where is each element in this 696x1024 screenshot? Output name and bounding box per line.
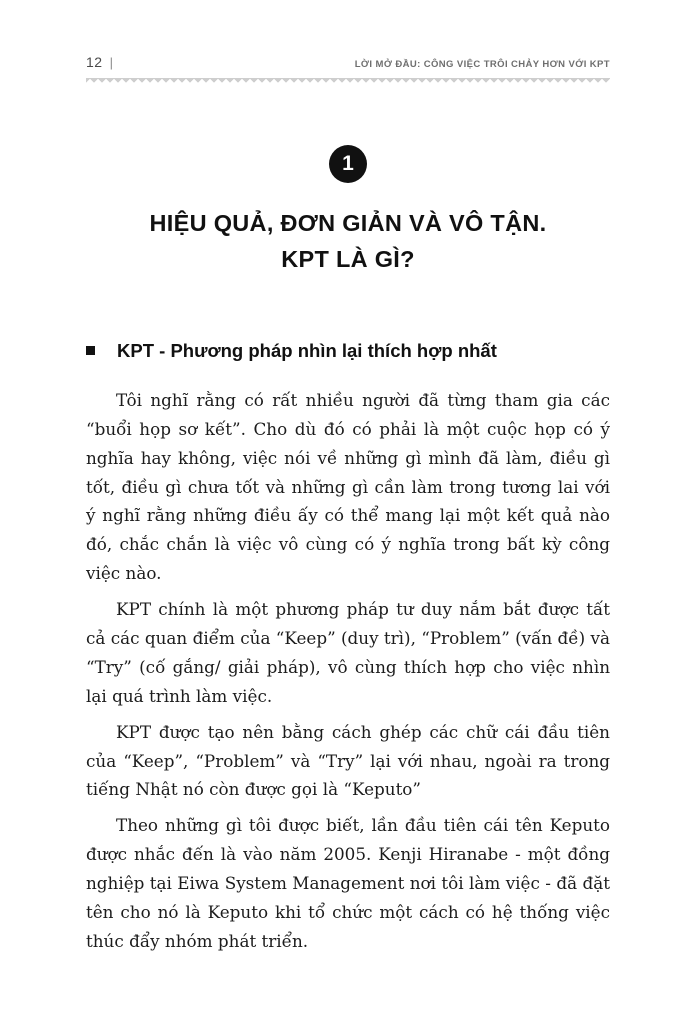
paragraph: Tôi nghĩ rằng có rất nhiều người đã từng tham gia các “buổi họp sơ kết”. Cho dù đó có phải là một cuộc họp có ý nghĩa hay không, việc nói về những gì mình đã làm, điều gì tốt, điều gì chưa tốt và những gì cần làm trong tương lai với ý nghĩ rằng những điều ấy có thể mang lại một kết quả nào đó, chắc chắn là việc vô cùng có ý nghĩa trong bất kỳ công việc nào. (86, 389, 610, 584)
paragraph: KPT được tạo nên bằng cách ghép các chữ cái đầu tiên của “Keep”, “Problem” và “Try” lại với nhau, ngoài ra trong tiếng Nhật nó còn được gọi là “Keputo” (86, 721, 610, 800)
header-zigzag-divider (86, 78, 610, 83)
page-number-group (86, 54, 113, 70)
chapter-title (86, 205, 610, 278)
running-title: LỜI MỞ ĐẦU: CÔNG VIỆC TRÔI CHẢY HƠN VỚI KPT (354, 59, 610, 70)
page-number: 12 (86, 54, 103, 70)
chapter-title-line2: KPT LÀ GÌ? (281, 246, 415, 273)
section-heading (86, 340, 610, 362)
square-bullet-icon (86, 346, 95, 355)
running-header (86, 54, 610, 70)
paragraph: KPT chính là một phương pháp tư duy nắm bắt được tất cả các quan điểm của “Keep” (duy trì), “Problem” (vấn đề) và “Try” (cố gắng/ giải pháp), vô cùng thích hợp cho việc nhìn lại quá trình làm việc. (86, 599, 610, 706)
paragraph: Theo những gì tôi được biết, lần đầu tiên cái tên Keputo được nhắc đến là vào năm 2005. Kenji Hiranabe - một đồng nghiệp tại Eiwa System Management nơi tôi làm việc - đã đặt tên cho nó là Keputo khi tổ chức một cách có hệ thống việc thúc đẩy nhóm phát triển. (86, 815, 610, 951)
section-heading-text: KPT - Phương pháp nhìn lại thích hợp nhất (117, 339, 497, 361)
chapter-number-badge: 1 (329, 145, 367, 183)
chapter-title-line1: HIỆU QUẢ, ĐƠN GIẢN VÀ VÔ TẬN. (149, 210, 547, 236)
page-number-separator: | (109, 55, 113, 70)
body-text (86, 386, 610, 956)
